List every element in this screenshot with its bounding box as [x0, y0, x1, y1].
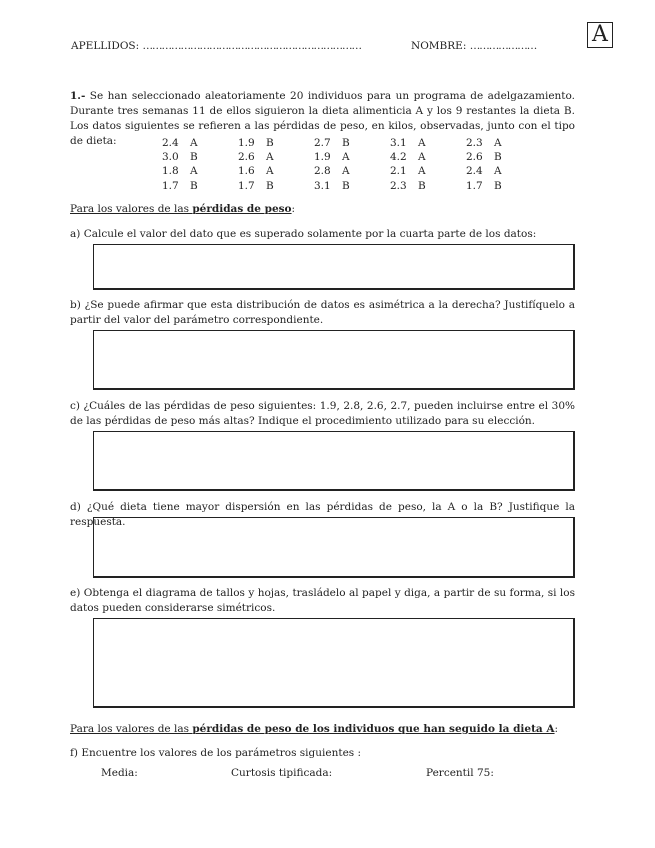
data-diet: A — [342, 165, 350, 178]
data-diet: A — [342, 151, 350, 164]
section2-heading-bold: pérdidas de peso de los individuos que han seguido la dieta A — [192, 723, 555, 735]
name-dots[interactable]: ………………… — [469, 40, 537, 52]
param-percentile-label: Percentil 75: — [426, 767, 494, 779]
surname-dots[interactable]: …………………………………………………………… — [142, 40, 362, 52]
data-value: 1.9 — [314, 151, 331, 164]
exam-version-box: A — [587, 22, 613, 48]
data-diet: B — [418, 179, 426, 192]
data-diet: A — [190, 165, 198, 178]
data-diet: A — [494, 165, 502, 178]
data-value: 3.1 — [390, 137, 407, 150]
data-diet: B — [266, 179, 274, 192]
data-diet: A — [190, 137, 198, 150]
param-mean-label: Media: — [101, 767, 138, 779]
data-table-row — [162, 164, 542, 178]
data-value: 1.9 — [238, 137, 255, 150]
question-c: c) ¿Cuáles de las pérdidas de peso siguientes: 1.9, 2.8, 2.6, 2.7, pueden incluirse entre el 30% de las pérdidas de peso más altas? Indique el procedimiento utilizado para su elección. — [70, 400, 575, 427]
data-table-row — [162, 179, 542, 193]
data-value: 2.6 — [238, 151, 255, 164]
data-table-row — [162, 136, 542, 150]
data-diet: B — [190, 151, 198, 164]
data-value: 1.8 — [162, 165, 179, 178]
data-diet: B — [494, 151, 502, 164]
data-diet: A — [418, 151, 426, 164]
section-heading-prefix: Para los valores de las — [70, 203, 193, 215]
data-table-row — [162, 150, 542, 164]
data-diet: B — [342, 137, 350, 150]
data-diet: A — [266, 165, 274, 178]
data-value: 1.6 — [238, 165, 255, 178]
section-heading-bold: pérdidas de peso — [192, 203, 292, 215]
question-e: e) Obtenga el diagrama de tallos y hojas, trasládelo al papel y diga, a partir de su forma, si los datos pueden considerarse simétricos. — [70, 587, 575, 614]
data-value: 2.6 — [466, 151, 483, 164]
data-diet: A — [266, 151, 274, 164]
section-heading-suffix: : — [291, 203, 296, 215]
section-heading-weight-loss — [70, 202, 295, 217]
data-value: 1.7 — [466, 179, 483, 192]
data-diet: B — [190, 179, 198, 192]
data-value: 2.3 — [466, 137, 483, 150]
data-diet: B — [494, 179, 502, 192]
problem-text: Se han seleccionado aleatoriamente 20 individuos para un programa de adelgazamiento. Durante tres semanas 11 de ellos siguieron la dieta alimenticia A y los 9 restantes la dieta B. Los datos siguientes se refieren a las pérdidas de peso, en kilos, observadas, junto con el tipo de dieta: — [70, 90, 575, 147]
question-f: f) Encuentre los valores de los parámetros siguientes : — [70, 747, 362, 759]
data-value: 2.8 — [314, 165, 331, 178]
data-diet: A — [494, 137, 502, 150]
data-value: 1.7 — [162, 179, 179, 192]
answer-box-d[interactable] — [93, 517, 575, 578]
surname-line — [71, 39, 361, 54]
surname-label: APELLIDOS: — [71, 40, 140, 52]
question-d: d) ¿Qué dieta tiene mayor dispersión en las pérdidas de peso, la A o la B? Justifique la respuesta. — [70, 501, 575, 528]
data-value: 3.1 — [314, 179, 331, 192]
data-value: 1.7 — [238, 179, 255, 192]
data-diet: A — [418, 137, 426, 150]
data-value: 2.1 — [390, 165, 407, 178]
param-kurtosis-label: Curtosis tipificada: — [231, 767, 333, 779]
data-table — [162, 136, 542, 193]
data-value: 2.4 — [466, 165, 483, 178]
section2-heading-suffix: : — [554, 723, 559, 735]
data-diet: B — [342, 179, 350, 192]
data-value: 2.3 — [390, 179, 407, 192]
name-label: NOMBRE: — [411, 40, 467, 52]
answer-box-e[interactable] — [93, 618, 575, 708]
section2-heading-prefix: Para los valores de las — [70, 723, 193, 735]
problem-number: 1.- — [70, 90, 86, 102]
data-value: 2.4 — [162, 137, 179, 150]
answer-box-a[interactable] — [93, 244, 575, 290]
question-b: b) ¿Se puede afirmar que esta distribución de datos es asimétrica a la derecha? Justifíquelo a partir del valor del parámetro correspondiente. — [70, 299, 575, 326]
question-a: a) Calcule el valor del dato que es superado solamente por la cuarta parte de los datos: — [70, 228, 537, 240]
data-value: 3.0 — [162, 151, 179, 164]
answer-box-c[interactable] — [93, 431, 575, 491]
section-heading-diet-a — [70, 722, 558, 737]
data-diet: A — [418, 165, 426, 178]
data-value: 4.2 — [390, 151, 407, 164]
name-line — [411, 39, 536, 54]
answer-box-b[interactable] — [93, 330, 575, 390]
data-diet: B — [266, 137, 274, 150]
data-value: 2.7 — [314, 137, 331, 150]
